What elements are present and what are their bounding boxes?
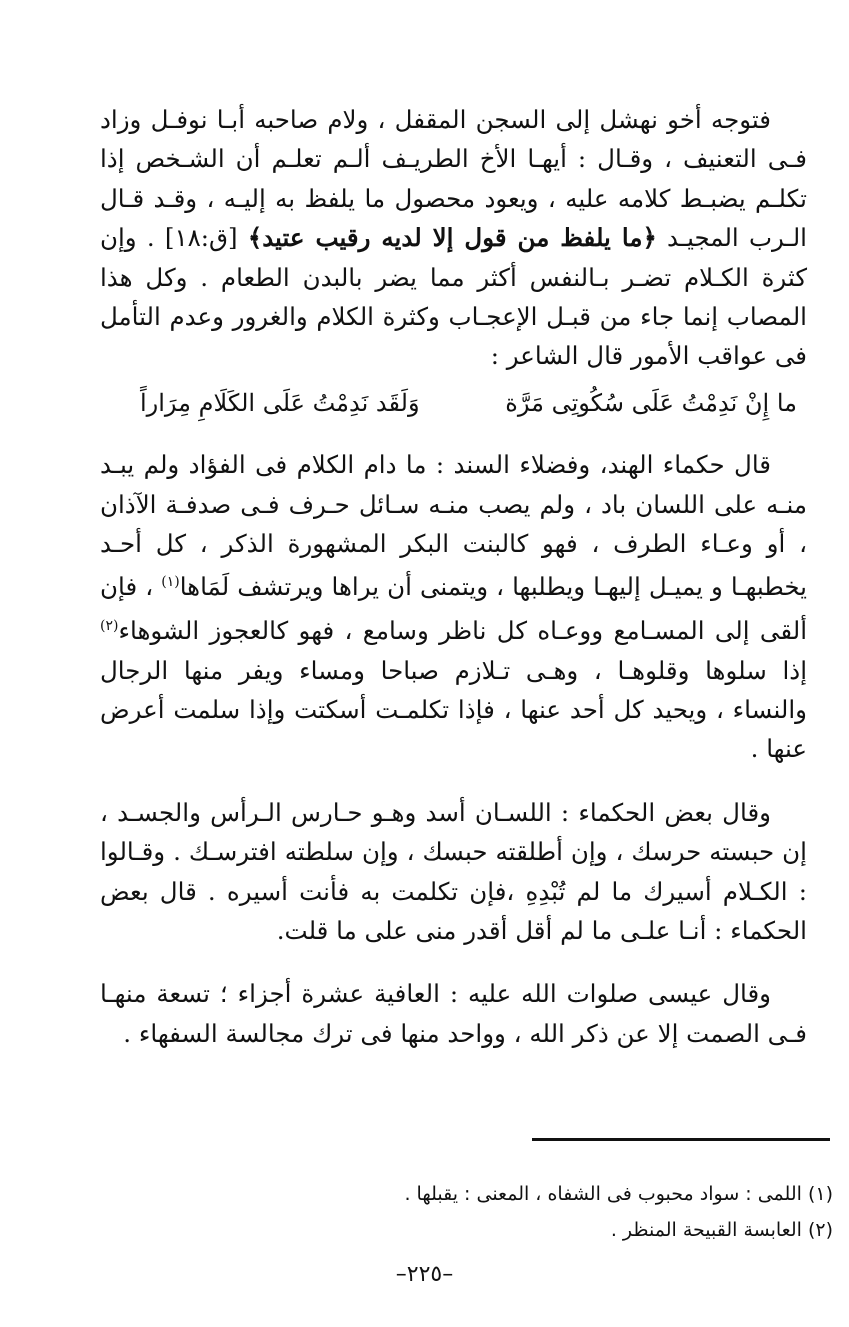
main-text — [100, 100, 807, 1053]
paragraph-2 — [100, 445, 807, 769]
footnote-2: (٢) العابسة القبيحة المنظر . — [610, 1219, 833, 1241]
quran-verse: ﴿ما يلفظ من قول إلا لديه رقيب عتيد﴾ — [247, 223, 657, 253]
footnote-separator — [532, 1138, 830, 1141]
paragraph-1-text-a: فتوجه أخو نهشل إلى السجن المقفل ، ولام صاحبه أبـا نوفـل وزاد فـى التعنيف ، وقـال : أيهـا الأخ الطريـف ألـم تعلـم أن الشـخص إذا تكلـم يضبـط كلامه عليه ، ويعود محصول ما يلفظ به إليـه ، وقـد قـال الـرب المجيـد — [100, 105, 807, 253]
footnote-1: (١) اللمى : سواد محبوب فى الشفاه ، المعنى : يقبلها . — [404, 1183, 833, 1205]
footnote-ref-2: (٢) — [100, 618, 119, 635]
footnote-ref-1: (١) — [161, 574, 180, 591]
poem-verse — [100, 384, 807, 423]
page-number: –٢٢٥– — [395, 1262, 454, 1287]
paragraph-2-text-b: ، فإن ألقى إلى المسـامع ووعـاه كل ناظر وسامع ، فهو كالعجوز الشوهاء — [100, 572, 807, 646]
paragraph-3: وقال بعض الحكماء : اللسـان أسد وهـو حـارس الـرأس والجسـد ، إن حبسته حرسك ، وإن أطلقته حبسك ، وإن سلطته افترسـك . وقـالوا : الكـلام أسيرك ما لم تُبْدِهِ ،فإن تكلمت به فأنت أسيره . قال بعض الحكماء : أنـا علـى ما لم أقل أقدر منى على ما قلت. — [100, 797, 807, 946]
paragraph-1 — [100, 100, 807, 376]
paragraph-2-text-a: قال حكماء الهند، وفضلاء السند : ما دام الكلام فى الفؤاد ولم يبـد منـه على اللسان باد ، ولم يصب منـه سـائل حـرف فـى صدفـة الآذان ، أو وعـاء الطرف ، فهو كالبنت البكر المشهورة الذكر ، كل أحـد يخطبهـا و يميـل إليهـا ويطلبها ، ويتمنى أن يراها ويرتشف لَمَاها — [100, 450, 807, 602]
paragraph-1-text-b: [ق:١٨] . وإن كثرة الكـلام تضـر بـالنفس أكثر مما يضر بالبدن الطعام . وكل هذا المصاب إنما جاء من قبـل الإعجـاب وكثرة الكلام والغرور وعدم التأمل فى عواقب الأمور قال الشاعر : — [100, 223, 807, 371]
paragraph-4: وقال عيسى صلوات الله عليه : العافية عشرة أجزاء ؛ تسعة منهـا فـى الصمت إلا عن ذكر الله ، وواحد منها فى ترك مجالسة السفهاء . — [100, 979, 807, 1048]
paragraph-2-text-c: إذا سلوها وقلوهـا ، وهـى تـلازم صباحا ومساء ويفر منها الرجال والنساء ، ويحيد كل أحد عنها ، فإذا تكلمـت أسكتت وإذا سلمت أعرض عنها . — [100, 655, 807, 764]
verse-second-hemistich: وَلَقَد نَدِمْتُ عَلَى الكَلَامِ مِرَاراً — [140, 388, 420, 417]
footnotes — [300, 1176, 833, 1248]
verse-first-hemistich: ما إِنْ نَدِمْتُ عَلَى سُكُوتِى مَرَّة — [505, 388, 797, 417]
